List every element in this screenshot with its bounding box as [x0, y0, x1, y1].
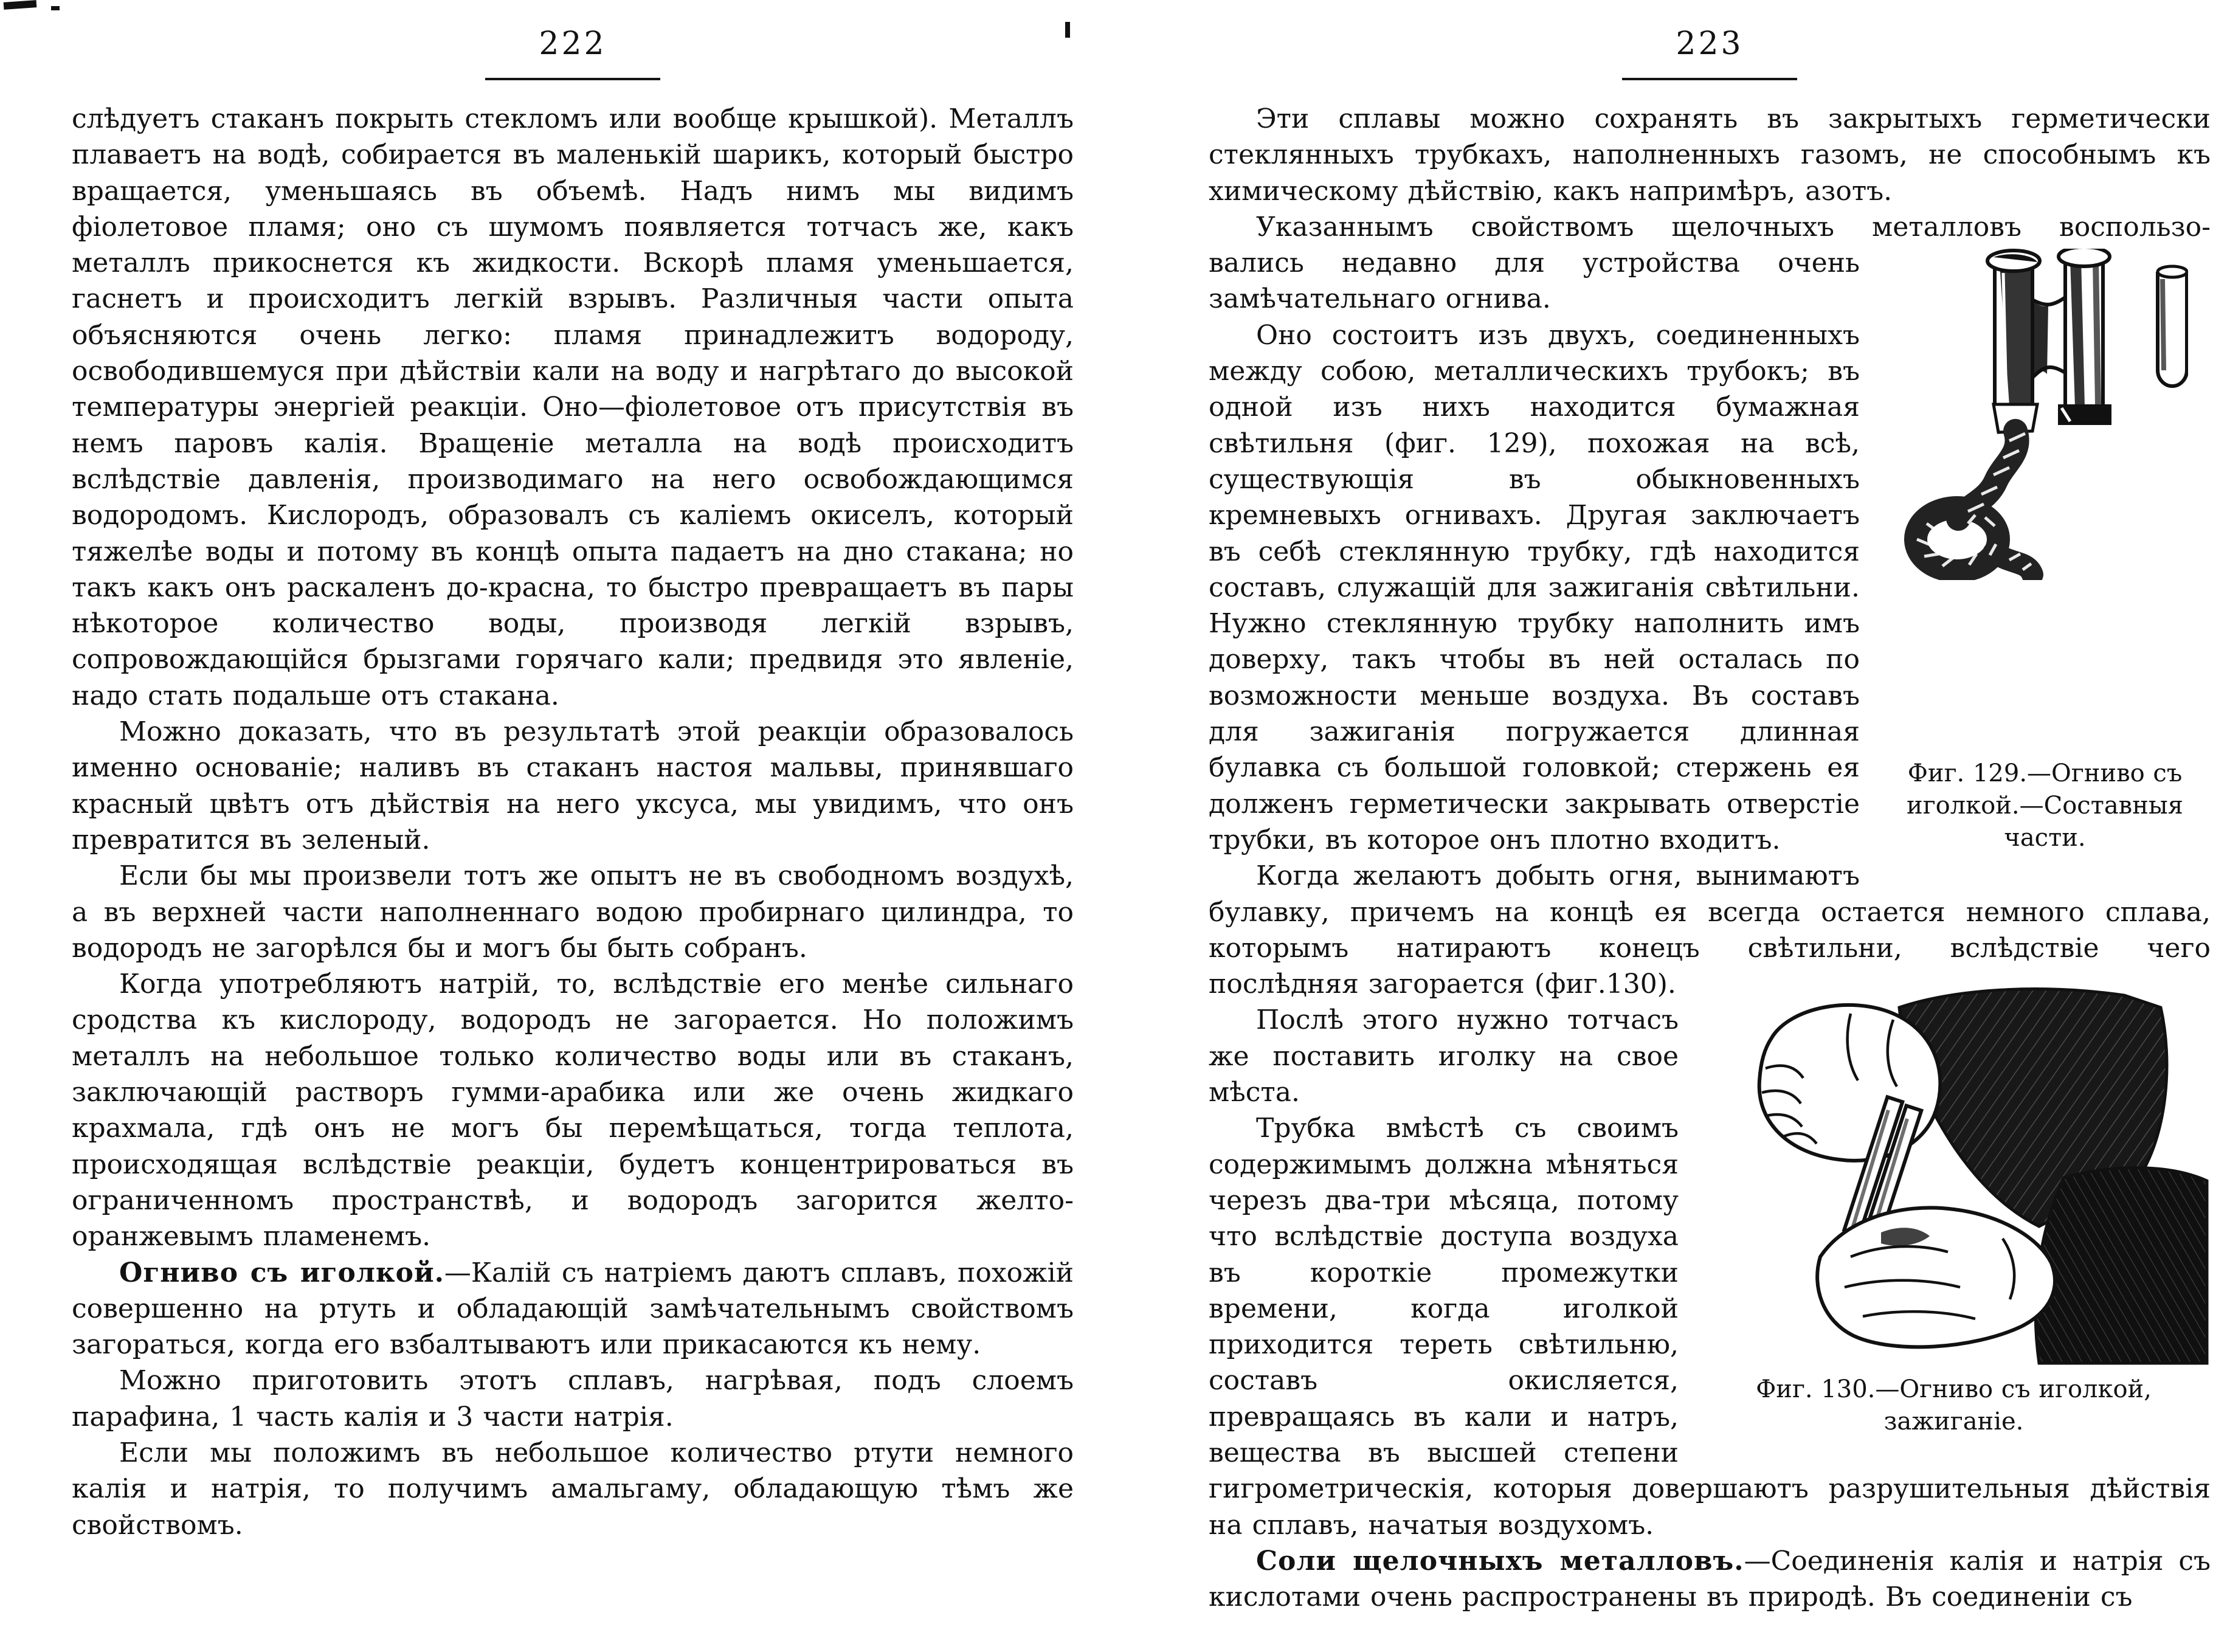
page-number: 223 [1676, 26, 1744, 62]
figure-130 [1697, 971, 2211, 1438]
paragraph: Послѣ этого нужно тотчасъ же поставить иголку на свое мѣста. [1209, 1004, 1679, 1108]
fig-130-hands-ignition-illustration [1699, 971, 2209, 1366]
header-rule [485, 78, 660, 80]
page-222-text-column [72, 101, 1074, 1543]
paragraph: Когда желаютъ добыть огня, вынимаютъ булавку, причемъ на концѣ ея всегда остается немного сплава, которымъ натираютъ конецъ свѣтильни, вслѣдствіе чего [1209, 860, 2211, 964]
paragraph-salts-heading [1209, 1543, 2211, 1616]
book-page-223 [1209, 0, 2211, 1652]
page-223-text-column [1209, 101, 2211, 1615]
book-page-222 [72, 0, 1074, 1652]
bold-lead-salts: Соли щелочныхъ металловъ. [1256, 1545, 1744, 1577]
paragraph: послѣдняя загорается (фиг.130). [1209, 969, 1676, 1000]
paragraph: Если мы положимъ въ небольшое количество ртути немного калія и натрія, то получимъ амальгаму, обладающую тѣмъ же свойствомъ. [72, 1437, 1074, 1541]
figure-129 [1879, 245, 2211, 854]
fig-130-caption: Фиг. 130.—Огниво съ иголкой, зажиганіе. [1756, 1375, 2152, 1436]
paragraph: Когда употребляютъ натрій, то, вслѣдствіе его менѣе сильнаго сродства къ кислороду, водородъ не загорается. Но положимъ металлъ на небольшое только количество воды или въ стаканъ, заключающій растворъ гумми-арабика или же очень жидкаго крахмала, гдѣ онъ не могъ бы перемѣщаться, тогда теплота, происходящая вслѣдствіе реакціи, будетъ концентрироваться въ ограниченномъ пространствѣ, и водородъ загорится желто-оранжевымъ пламенемъ. [72, 969, 1074, 1253]
paragraph: Можно доказать, что въ результатѣ этой реакціи образовалось именно основаніе; наливъ въ стаканъ настоя мальвы, принявшаго красный цвѣтъ отъ дѣйствія на него уксуса, мы увидимъ, что онъ превратится въ зеленый. [72, 716, 1074, 855]
page-number: 222 [539, 26, 607, 62]
paragraph: Оно состоитъ изъ двухъ, соединенныхъ между собою, металлическихъ трубокъ; въ одной изъ нихъ находится бумажная свѣтильня (фиг. 129), похожая на всѣ, существующія въ обыкновенныхъ кремневыхъ огнивахъ. Другая заключаетъ въ себѣ стеклянную трубку, гдѣ находится составъ, служащій для зажиганія свѣтильни. Нужно стеклянную трубку наполнить имъ доверху, такъ чтобы въ ней осталась по возможности меньше воздуха. Въ составъ для зажиганія погружается длинная булавка съ большой головкой; стержень ея долженъ герметически закрывать отверстіе трубки, въ которое онъ плотно входитъ. [1209, 319, 1860, 855]
paragraph: Указаннымъ свойствомъ щелочныхъ металловъ воспользо- [1256, 211, 2211, 243]
scan-speck [4, 0, 37, 10]
fig-129-lighter-parts-illustration [1902, 249, 2188, 580]
fig-129-caption: Фиг. 129.—Огниво съ иголкой.—Составныя части. [1907, 759, 2183, 852]
paragraph: Можно приготовить этотъ сплавъ, нагрѣвая, подъ слоемъ парафина, 1 часть калія и 3 части натрія. [72, 1365, 1074, 1433]
bold-lead-ogniwo: Огниво съ иголкой. [119, 1257, 444, 1288]
header-rule [1622, 78, 1797, 80]
paragraph: вались недавно для устройства очень замѣчательнаго огнива. [1209, 247, 1860, 315]
paragraph: Эти сплавы можно сохранять въ закрытыхъ герметически стеклянныхъ трубкахъ, наполненныхъ газомъ, не способнымъ къ химическому дѣйствію, какъ напримѣръ, азотъ. [1209, 103, 2211, 207]
paragraph-text: —Калій съ натріемъ даютъ сплавъ, похожій совершенно на ртуть и обладающій замѣчательнымъ свойствомъ загораться, когда его взбалтываютъ или прикасаются къ нему. [72, 1257, 1074, 1361]
scan-speck [51, 6, 60, 10]
paragraph-ogniwo-heading [72, 1255, 1074, 1363]
paragraph: Трубка вмѣстѣ съ своимъ содержимымъ должна мѣняться черезъ два-три мѣсяца, потому что вслѣдствіе доступа воздуха въ короткіе промежутки времени, когда иголкой приходится тереть свѣтильню, составъ окисляется, превращаясь въ кали и натръ, вещества въ высшей степени гигрометрическія, которыя довершаютъ разрушительныя дѣйствія на сплавъ, начатыя воздухомъ. [1209, 1113, 2211, 1541]
paragraph-text: —Соединенія калія и натрія съ кислотами очень распространены въ природѣ. Въ соединеніи съ [1209, 1545, 2211, 1613]
paragraph: Если бы мы произвели тотъ же опытъ не въ свободномъ воздухѣ, а въ верхней части наполненнаго водою пробирнаго цилиндра, то водородъ не загорѣлся бы и могъ бы быть собранъ. [72, 860, 1074, 964]
paragraph: слѣдуетъ стаканъ покрыть стекломъ или вообще крышкой). Металлъ плаваетъ на водѣ, собирается въ маленькій шарикъ, который быстро вращается, уменьшаясь въ объемѣ. Надъ нимъ мы видимъ фіолетовое пламя; оно съ шумомъ появляется тотчасъ же, какъ металлъ прикоснется къ жидкости. Вскорѣ пламя уменьшается, гаснетъ и происходитъ легкій взрывъ. Различныя части опыта объясняются очень легко: пламя принадлежитъ водороду, освободившемуся при дѣйствіи кали на воду и нагрѣтаго до высокой температуры энергіей реакціи. Оно—фіолетовое отъ присутствія въ немъ паровъ калія. Вращеніе металла на водѣ происходитъ вслѣдствіе давленія, производимаго на него освобождающимся водородомъ. Кислородъ, образовалъ съ каліемъ окиселъ, который тяжелѣе воды и потому въ концѣ опыта падаетъ на дно стакана; но такъ какъ онъ раскаленъ до-красна, то быстро превращаетъ въ пары нѣкоторое количество воды, производя легкій взрывъ, сопровождающійся брызгами горячаго кали; предвидя это явленіе, надо стать подальше отъ стакана. [72, 103, 1074, 711]
